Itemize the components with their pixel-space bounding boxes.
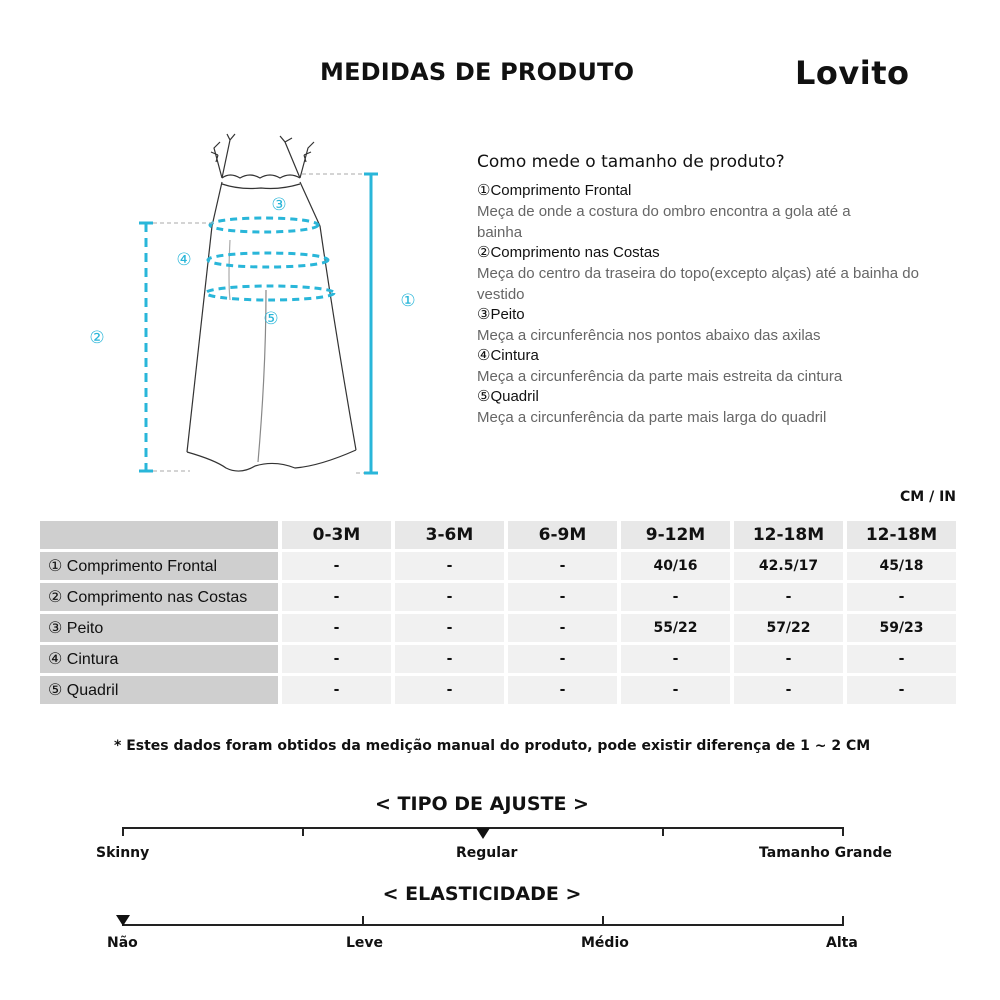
table-cell: - — [847, 583, 956, 611]
column-header: 12-18M — [847, 521, 956, 549]
row-label: ⑤ Quadril — [40, 676, 278, 704]
elasticity-label: Alta — [826, 935, 858, 951]
table-cell: - — [734, 645, 843, 673]
table-cell: - — [395, 614, 504, 642]
elasticity-scale-title: < ELASTICIDADE > — [382, 883, 582, 905]
page-title: MEDIDAS DE PRODUTO — [320, 58, 635, 86]
column-header: 3-6M — [395, 521, 504, 549]
table-cell: - — [282, 552, 391, 580]
marker-back-length: ② — [89, 328, 105, 348]
elasticity-label: Médio — [581, 935, 629, 951]
table-cell: 45/18 — [847, 552, 956, 580]
table-row — [40, 676, 956, 704]
row-label: ① Comprimento Frontal — [40, 552, 278, 580]
scale-tick — [602, 916, 604, 925]
table-header-row — [40, 521, 956, 549]
table-cell: - — [621, 583, 730, 611]
measure-item-title: ①Comprimento Frontal — [477, 182, 632, 199]
measure-instructions — [477, 152, 937, 428]
measure-item — [477, 243, 937, 305]
table-cell: - — [508, 614, 617, 642]
table-cell: - — [282, 583, 391, 611]
measure-item-desc: Meça do centro da traseira do topo(excepto alças) até a bainha do vestido — [477, 265, 919, 303]
marker-chest: ③ — [271, 195, 287, 215]
elasticity-label: Não — [107, 935, 138, 951]
elasticity-label: Leve — [346, 935, 384, 951]
measure-item-title: ③Peito — [477, 306, 525, 323]
measure-item-title: ⑤Quadril — [477, 388, 539, 405]
marker-waist: ④ — [176, 250, 192, 270]
measure-item — [477, 387, 937, 428]
size-table — [36, 518, 960, 707]
row-label: ② Comprimento nas Costas — [40, 583, 278, 611]
table-cell: - — [395, 645, 504, 673]
brand-logo: Lovito — [795, 54, 910, 92]
table-cell: - — [395, 552, 504, 580]
measure-heading: Como mede o tamanho de produto? — [477, 152, 785, 172]
column-header: 12-18M — [734, 521, 843, 549]
fit-scale-title: < TIPO DE AJUSTE > — [375, 793, 589, 815]
table-cell: - — [847, 676, 956, 704]
table-cell: 59/23 — [847, 614, 956, 642]
table-row — [40, 552, 956, 580]
measure-item-title: ④Cintura — [477, 347, 539, 364]
table-cell: 55/22 — [621, 614, 730, 642]
measure-item-desc: Meça a circunferência da parte mais larga do quadril — [477, 409, 827, 426]
table-cell: - — [282, 676, 391, 704]
scale-tick — [302, 827, 304, 836]
column-header: 6-9M — [508, 521, 617, 549]
table-row — [40, 614, 956, 642]
row-label: ④ Cintura — [40, 645, 278, 673]
scale-tick — [662, 827, 664, 836]
scale-tick — [122, 827, 124, 836]
table-cell: - — [395, 583, 504, 611]
scale-tick — [362, 916, 364, 925]
table-cell: - — [847, 645, 956, 673]
table-cell: - — [395, 676, 504, 704]
table-cell: - — [508, 645, 617, 673]
marker-front-length: ① — [400, 291, 416, 311]
measurement-note: * Estes dados foram obtidos da medição manual do produto, pode existir diferença de 1 ~ 2 CM — [114, 738, 871, 754]
fit-label: Tamanho Grande — [759, 845, 892, 861]
fit-label: Skinny — [96, 845, 150, 861]
table-cell: 42.5/17 — [734, 552, 843, 580]
table-cell: - — [282, 645, 391, 673]
column-header: 0-3M — [282, 521, 391, 549]
column-header: 9-12M — [621, 521, 730, 549]
measure-item-desc: Meça a circunferência nos pontos abaixo das axilas — [477, 327, 821, 344]
unit-label: CM / IN — [900, 489, 956, 505]
table-cell: - — [734, 676, 843, 704]
table-cell: - — [621, 676, 730, 704]
marker-hip: ⑤ — [263, 309, 279, 329]
table-cell: - — [621, 645, 730, 673]
scale-tick — [842, 827, 844, 836]
elasticity-scale-line — [122, 924, 844, 926]
measure-item-desc: Meça de onde a costura do ombro encontra a gola até a bainha — [477, 203, 851, 241]
table-cell: 57/22 — [734, 614, 843, 642]
scale-tick — [842, 916, 844, 925]
table-row — [40, 583, 956, 611]
fit-marker-icon — [476, 828, 490, 839]
table-row — [40, 645, 956, 673]
fit-label: Regular — [456, 845, 518, 861]
table-cell: 40/16 — [621, 552, 730, 580]
row-label: ③ Peito — [40, 614, 278, 642]
table-cell: - — [734, 583, 843, 611]
measure-item-desc: Meça a circunferência da parte mais estreita da cintura — [477, 368, 843, 385]
table-cell: - — [508, 552, 617, 580]
table-corner — [40, 521, 278, 549]
measure-item — [477, 346, 937, 387]
dress-diagram — [80, 130, 420, 490]
measure-item — [477, 181, 937, 243]
table-cell: - — [508, 676, 617, 704]
measure-item — [477, 305, 937, 346]
elasticity-marker-icon — [116, 915, 130, 926]
measure-item-title: ②Comprimento nas Costas — [477, 244, 660, 261]
table-cell: - — [508, 583, 617, 611]
table-cell: - — [282, 614, 391, 642]
